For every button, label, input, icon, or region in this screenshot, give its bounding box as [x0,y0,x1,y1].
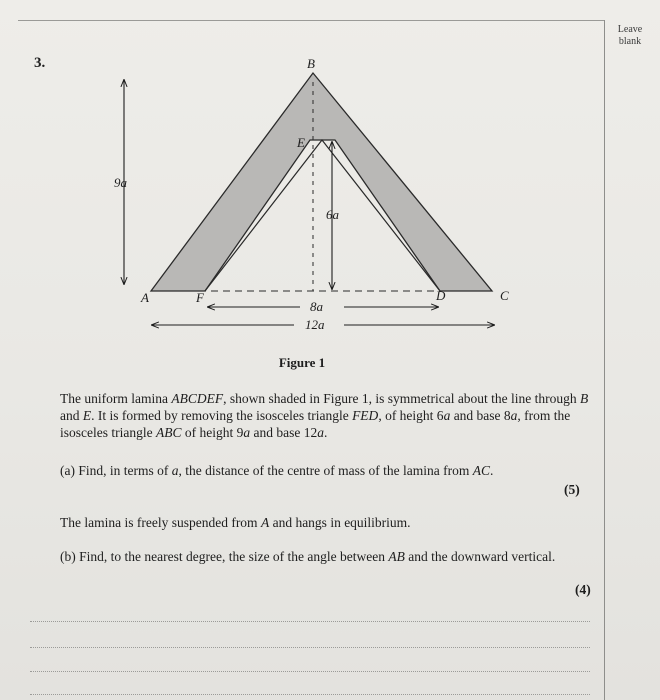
margin-divider [604,20,605,700]
vertex-F-label: F [196,290,204,305]
figure-1-diagram [0,0,604,350]
outer-base-label: 12a [305,317,325,332]
question-number: 3. [34,55,46,71]
suspension-text: The lamina is freely suspended from A and hangs in equilibrium. [60,515,411,530]
answer-line[interactable] [30,671,590,673]
vertex-B-label: B [307,56,315,71]
answer-line[interactable] [30,694,590,696]
outer-height-label: 9a [114,175,127,190]
question-intro-text: The uniform lamina ABCDEF, shown shaded in Figure 1, is symmetrical about the line through B and E. It is formed by removing the isosceles triangle FED, of height 6a and base 8a, from the isosceles triangle ABC of height 9a and base 12a. [60,391,589,440]
vertex-C-label: C [500,288,509,303]
answer-line[interactable] [30,621,590,623]
lamina-shaded-region [151,73,492,291]
vertex-E-label: E [297,135,305,150]
part-a-marks: (5) [564,482,580,497]
part-b-text: (b) Find, to the nearest degree, the size of the angle between AB and the downward vertical. [60,549,556,564]
figure-caption: Figure 1 [278,355,326,370]
part-b-marks: (4) [575,582,591,597]
leave-blank-label: Leave blank [617,24,643,47]
part-a-text: (a) Find, in terms of a, the distance of the centre of mass of the lamina from AC. [60,463,494,478]
answer-line[interactable] [30,647,590,649]
inner-base-label: 8a [310,299,323,314]
vertex-D-label: D [436,288,446,303]
vertex-A-label: A [141,290,149,305]
inner-height-label: 6a [326,207,339,222]
